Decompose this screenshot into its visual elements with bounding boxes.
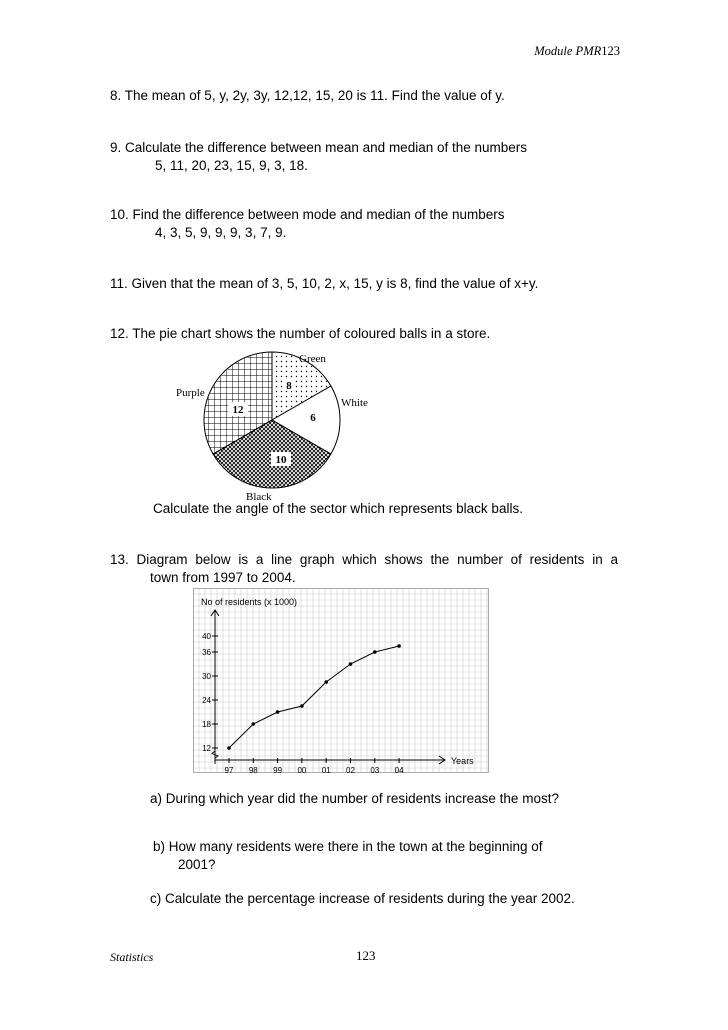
y-axis-label: No of residents (x 1000) xyxy=(201,597,298,607)
question-13a: a) During which year did the number of residents increase the most? xyxy=(150,791,559,806)
x-tick-label: 01 xyxy=(321,766,331,775)
x-tick-label: 00 xyxy=(297,766,307,775)
question-9-numbers: 5, 11, 20, 23, 15, 9, 3, 18. xyxy=(155,158,308,173)
pie-value-white: 6 xyxy=(310,412,316,424)
graph-grid xyxy=(193,588,489,773)
data-point xyxy=(276,710,280,714)
question-13b-line2: 2001? xyxy=(178,857,216,872)
question-11: 11. Given that the mean of 3, 5, 10, 2, x, 15, y is 8, find the value of x+y. xyxy=(110,276,539,291)
y-tick-label: 12 xyxy=(202,744,211,753)
header-page: 123 xyxy=(601,44,620,58)
y-tick-label: 36 xyxy=(202,648,211,657)
y-tick-label: 18 xyxy=(202,720,211,729)
x-tick-label: 04 xyxy=(394,766,404,775)
question-12: 12. The pie chart shows the number of coloured balls in a store. xyxy=(110,326,491,341)
data-point xyxy=(252,722,256,726)
x-tick-label: 97 xyxy=(224,766,234,775)
pie-label-purple: Purple xyxy=(176,387,205,399)
question-13: 13. Diagram below is a line graph which shows the number of residents in a xyxy=(110,552,618,567)
question-10-numbers: 4, 3, 5, 9, 9, 9, 3, 7, 9. xyxy=(155,225,287,240)
question-8: 8. The mean of 5, y, 2y, 3y, 12,12, 15, 20 is 11. Find the value of y. xyxy=(110,88,505,103)
pie-label-black: Black xyxy=(246,491,272,503)
y-tick-label: 24 xyxy=(202,696,211,705)
pie-value-purple: 12 xyxy=(232,404,244,416)
x-tick-label: 03 xyxy=(370,766,380,775)
line-graph xyxy=(193,588,491,778)
footer-subject: Statistics xyxy=(110,950,154,964)
y-tick-label: 30 xyxy=(202,672,211,681)
x-tick-label: 99 xyxy=(273,766,283,775)
data-point xyxy=(324,680,328,684)
question-12-task: Calculate the angle of the sector which represents black balls. xyxy=(153,501,523,516)
y-tick-label: 40 xyxy=(202,632,211,641)
page-header xyxy=(534,44,620,59)
module-label: Module PMR xyxy=(534,44,602,58)
question-9: 9. Calculate the difference between mean and median of the numbers xyxy=(110,140,528,155)
question-13c: c) Calculate the percentage increase of residents during the year 2002. xyxy=(150,891,575,906)
pie-chart xyxy=(160,345,390,505)
data-point xyxy=(227,746,231,750)
data-point xyxy=(397,644,401,648)
question-13b: b) How many residents were there in the town at the beginning of xyxy=(153,839,543,854)
data-point xyxy=(349,662,353,666)
graph-axes xyxy=(211,610,445,764)
pie-label-white: White xyxy=(341,397,368,409)
pie-value-black: 10 xyxy=(275,454,287,466)
pie-value-green: 8 xyxy=(286,380,292,392)
footer-page-number: 123 xyxy=(356,948,376,963)
question-10: 10. Find the difference between mode and median of the numbers xyxy=(110,207,505,222)
question-13-line2: town from 1997 to 2004. xyxy=(150,570,296,585)
data-point xyxy=(373,650,377,654)
pie-label-green: Green xyxy=(299,353,326,365)
x-axis-label: Years xyxy=(451,756,474,766)
data-point xyxy=(300,704,304,708)
residents-line xyxy=(229,646,399,748)
x-tick-label: 02 xyxy=(346,766,355,775)
x-tick-label: 98 xyxy=(248,766,258,775)
